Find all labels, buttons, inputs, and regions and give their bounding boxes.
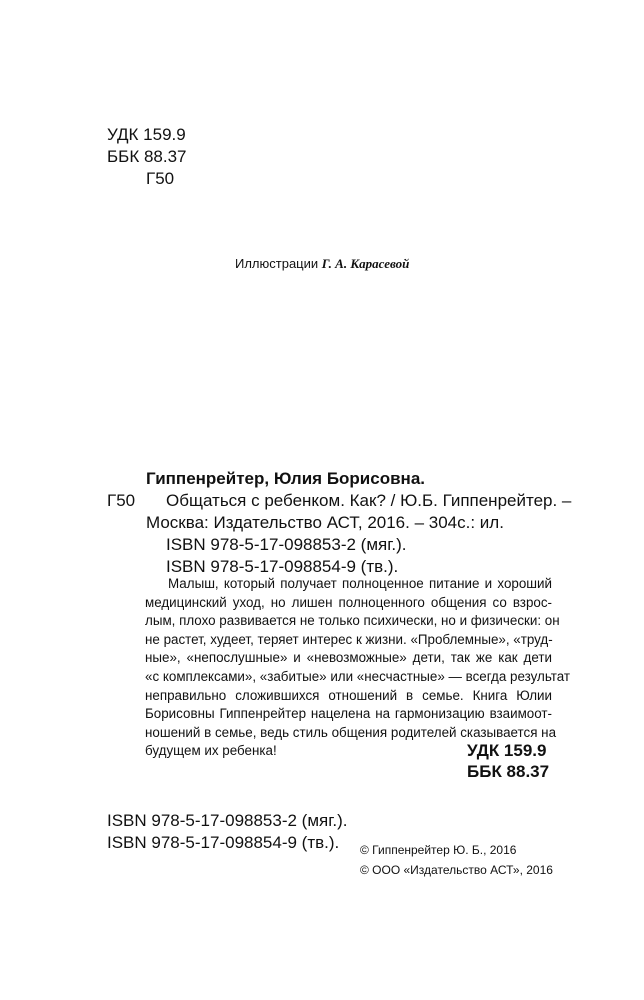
bib-author-sign: Г50	[107, 491, 136, 510]
annotation-line: «с комплексами», «забитые» или «несчастные» — всегда результат	[145, 668, 571, 684]
copyright-publisher: © ООО «Издательство АСТ», 2016	[360, 863, 553, 877]
title-line-2: Москва: Издательство АСТ, 2016. – 304с.: ил.	[146, 513, 504, 532]
illustrations-label: Иллюстрации	[235, 256, 319, 271]
annotation-line: не растет, худеет, теряет интерес к жизни. «Проблемные», «труд-	[145, 631, 553, 647]
annotation-line: медицинский уход, но лишен полноценного общения со взрос-	[145, 594, 552, 610]
annotation-line: будущем их ребенка!	[145, 743, 277, 759]
bib-isbn-2: ISBN 978-5-17-098854-9 (тв.).	[166, 557, 399, 576]
illustrations-credit	[235, 256, 409, 272]
copyright-author: © Гиппенрейтер Ю. Б., 2016	[360, 843, 517, 857]
author-sign: Г50	[146, 169, 175, 188]
author-heading: Гиппенрейтер, Юлия Борисовна.	[146, 469, 425, 488]
udk-index-bold: УДК 159.9	[467, 741, 547, 760]
isbn-2: ISBN 978-5-17-098854-9 (тв.).	[107, 833, 340, 852]
bib-isbn-1: ISBN 978-5-17-098853-2 (мяг.).	[166, 535, 407, 554]
annotation-line: лым, плохо развивается не только психически, но и физически: он	[145, 613, 560, 629]
title-line-1: Общаться с ребенком. Как? / Ю.Б. Гиппенрейтер. –	[166, 491, 572, 510]
bbk-index-bold: ББК 88.37	[467, 762, 550, 781]
udk-index: УДК 159.9	[107, 125, 186, 144]
bbk-index: ББК 88.37	[107, 147, 187, 166]
isbn-1: ISBN 978-5-17-098853-2 (мяг.).	[107, 811, 348, 830]
annotation-line: Борисовны Гиппенрейтер нацелена на гармонизацию взаимоот-	[145, 706, 552, 722]
annotation	[145, 575, 571, 761]
annotation-line: ные», «непослушные» и «невозможные» дети, так же как дети	[145, 650, 552, 666]
annotation-line: ношений в семье, ведь стиль общения родителей сказывается на	[145, 724, 557, 740]
annotation-line: Малыш, который получает полноценное питание и хороший	[168, 576, 552, 591]
illustrator-name: Г. А. Карасевой	[321, 256, 410, 271]
annotation-line: неправильно сложившихся отношений в семье. Книга Юлии	[145, 687, 552, 703]
